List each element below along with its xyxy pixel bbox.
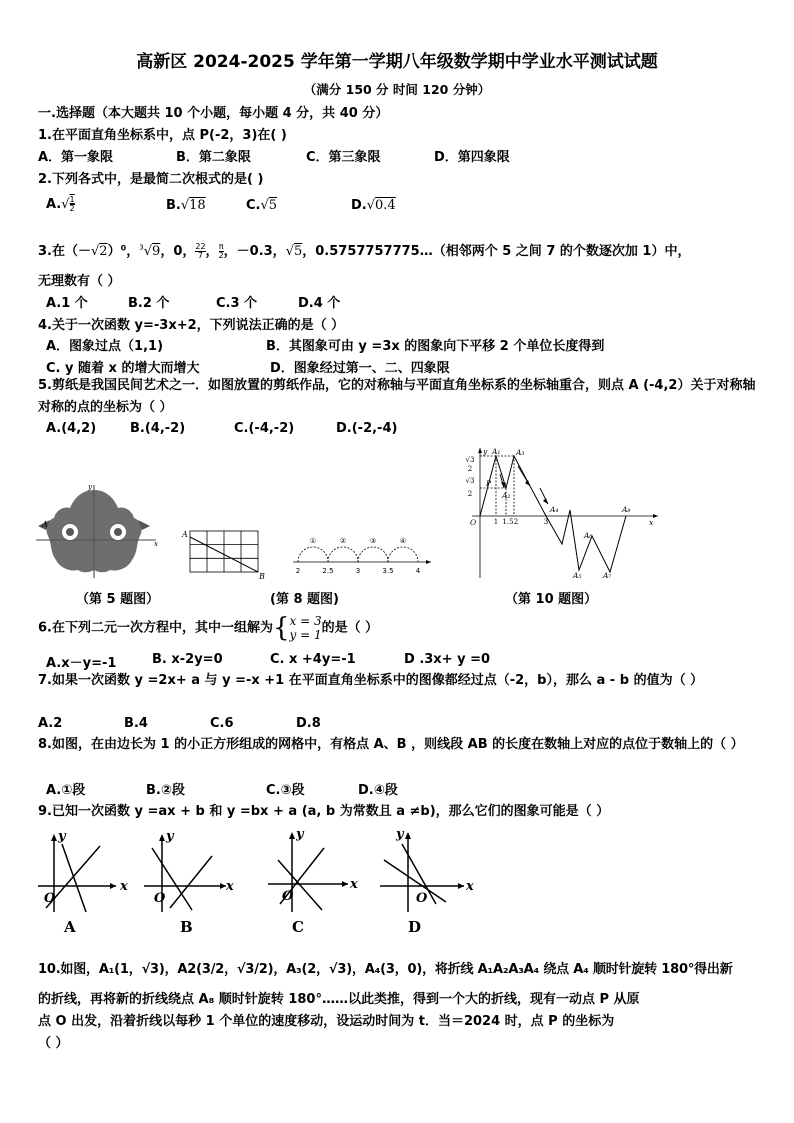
segment-3-label: ③ (369, 537, 377, 545)
figure-5-point-a: A (42, 520, 48, 529)
tick-label: 2 (295, 567, 301, 575)
tick-label: 2.5 (322, 567, 334, 575)
y-tick-label: √3 (465, 456, 475, 464)
q3-cube-index: 3 (139, 243, 144, 252)
question-3-line2: 无理数有（ ） (38, 274, 121, 289)
axis-x-label: x (120, 879, 128, 894)
q3-option-d[interactable]: D.4 个 (298, 296, 341, 311)
question-4: 4.关于一次函数 y=-3x+2，下列说法正确的是（ ） (38, 318, 345, 333)
q4-option-a[interactable]: A．图象过点（1,1) (46, 339, 164, 354)
axis-x-label: x (466, 879, 474, 894)
tick-label: 3 (543, 518, 549, 526)
question-5: 5.剪纸是我国民间艺术之一．如图放置的剪纸作品，它的对称轴与平面直角坐标系的坐标轴重合，则点 A (-4,2）关于对称轴对称的点的坐标为（ ） (38, 378, 756, 415)
q5-option-d[interactable]: D.(-2,-4) (336, 421, 398, 436)
q5-option-b[interactable]: B.(4,-2) (130, 421, 186, 436)
q9-caption-b: B (180, 918, 193, 936)
page-subtitle: （满分 150 分 时间 120 分钟） (303, 82, 491, 97)
q8-option-d[interactable]: D.④段 (358, 783, 398, 798)
q3-option-b[interactable]: B.2 个 (128, 296, 170, 311)
point-a4: A₄ (550, 505, 559, 514)
q8-option-a[interactable]: A.①段 (46, 783, 86, 798)
numerator: 22 (195, 242, 206, 251)
question-10-line1: 10.如图，A₁(1，√3)，A2(3/2，√3/2)，A₃(2，√3)，A₄(3，0)，将折线 A₁A₂A₃A₄ 绕点 A₄ 顺时针旋转 180°得出新 (38, 962, 733, 977)
axis-y-label: y (58, 829, 66, 844)
point-a1: A₁ (492, 447, 501, 456)
segment-4-label: ④ (399, 537, 407, 545)
q5-option-c[interactable]: C.(-4,-2) (234, 421, 295, 436)
q6-option-c[interactable]: C. x +4y=-1 (270, 652, 356, 667)
figure-10-origin: O (470, 518, 477, 527)
denominator: 2 (69, 204, 75, 213)
axis-y-label: y (166, 829, 174, 844)
figure-10 (452, 446, 662, 581)
q3-radicand-2: 2 (99, 244, 108, 259)
equation-y: y = 1 (289, 628, 322, 642)
point-a5: A₅ (573, 571, 582, 580)
q4-option-c[interactable]: C. y 随着 x 的增大而增大 (46, 361, 200, 376)
question-6: 6.在下列二元一次方程中，其中一组解为{ x = 3 y = 1 的是（ ） (38, 613, 379, 643)
figure-5-caption: （第 5 题图） (76, 592, 160, 607)
tick-label: 2 (513, 518, 519, 526)
question-9: 9.已知一次函数 y =ax + b 和 y =bx + a (a, b 为常数且 a ≠b)，那么它们的图象可能是（ ） (38, 804, 610, 819)
axis-x-label: x (350, 877, 358, 892)
question-7: 7.如果一次函数 y =2x+ a 与 y =-x +1 在平面直角坐标系中的图像都经过点（-2，b），那么 a - b 的值为（ ） (38, 673, 704, 688)
q2-radicand-b: 18 (189, 198, 206, 213)
q3-text-e: ，0.5757757775…（相邻两个 5 之间 7 的个数逐次加 1）中， (302, 244, 691, 259)
q6-text-b: 的是（ ） (321, 620, 379, 636)
point-a8: A₈ (622, 505, 631, 514)
tick-label: 1.5 (502, 518, 514, 526)
point-a6: A₆ (584, 531, 593, 540)
numerator: π (218, 242, 224, 251)
figure-5 (34, 480, 162, 580)
q4-option-b[interactable]: B．其图象可由 y =3x 的图象向下平移 2 个单位长度得到 (266, 339, 605, 354)
origin-label: O (154, 891, 166, 906)
segment-1-label: ① (309, 537, 317, 545)
q5-option-a[interactable]: A.(4,2) (46, 421, 97, 436)
point-a3: A₃ (516, 448, 525, 457)
q9-graph-b[interactable] (140, 826, 235, 918)
q6-option-d[interactable]: D .3x+ y =0 (404, 652, 491, 667)
q1-option-a[interactable]: A．第一象限 (38, 150, 114, 165)
q3-radicand-9: 9 (152, 244, 161, 259)
q9-graph-c[interactable] (264, 826, 359, 918)
q3-text-c: ，0， (160, 244, 196, 259)
q3-option-c[interactable]: C.3 个 (216, 296, 258, 311)
tick-label: 3 (355, 567, 361, 575)
y-tick-label: 2 (467, 465, 473, 473)
q3-text-a: 3.在（－ (38, 244, 91, 259)
q2-label-a: A. (46, 197, 62, 212)
q2-option-a[interactable]: A.√ $\frac{1}{2}$ (46, 195, 75, 213)
axis-x-label: x (226, 879, 234, 894)
q2-radicand-c: 5 (268, 198, 278, 213)
q9-graph-a[interactable] (36, 826, 131, 918)
q6-option-b[interactable]: B. x-2y=0 (152, 652, 223, 667)
question-10-line2: 的折线，再将新的折线绕点 A₈ 顺时针旋转 180°……以此类推，得到一个大的折线，现有一动点 P 从原 (38, 992, 640, 1007)
grid-point-a: A (182, 530, 188, 539)
figure-8-number-line (285, 530, 435, 578)
q2-option-d[interactable]: D.√0.4 (351, 198, 396, 213)
y-tick-label: 2 (467, 490, 473, 498)
section-heading: 一.选择题（本大题共 10 个小题，每小题 4 分，共 40 分） (38, 106, 389, 121)
figure-5-y-label: y (88, 483, 92, 491)
equation-system (290, 614, 322, 642)
point-p: P (486, 479, 492, 488)
q7-option-a[interactable]: A.2 (38, 716, 63, 731)
q3-text-b: ）⁰， (107, 244, 140, 259)
q7-option-d[interactable]: D.8 (296, 716, 321, 731)
equation-x: x = 3 (289, 614, 322, 628)
q4-option-d[interactable]: D．图象经过第一、二、四象限 (270, 361, 450, 376)
q7-option-c[interactable]: C.6 (210, 716, 234, 731)
question-10-line4: （ ） (38, 1036, 69, 1051)
figure-10-caption: （第 10 题图） (505, 592, 598, 607)
figure-5-x-label: x (154, 540, 158, 548)
point-a2: A₂ (502, 491, 511, 500)
figure-8-caption: (第 8 题图) (270, 592, 339, 607)
q1-option-c[interactable]: C．第三象限 (306, 150, 381, 165)
tick-label: 4 (415, 567, 421, 575)
page-title: 高新区 2024-2025 学年第一学期八年级数学期中学业水平测试试题 (136, 52, 658, 72)
q2-label-d: D. (351, 198, 367, 213)
segment-2-label: ② (339, 537, 347, 545)
q3-text-d: ，－0.3， (223, 244, 286, 259)
q6-text-a: 6.在下列二元一次方程中，其中一组解为 (38, 620, 273, 636)
figure-8-grid (180, 525, 270, 580)
q9-caption-c: C (292, 918, 304, 936)
point-a7: A₇ (603, 571, 612, 580)
q8-option-b[interactable]: B.②段 (146, 783, 185, 798)
q3-radicand-5: 5 (293, 244, 303, 259)
grid-point-b: B (259, 572, 265, 580)
numerator: 1 (69, 195, 75, 204)
denominator: 2 (218, 251, 224, 260)
origin-label: O (282, 889, 294, 904)
q3-fraction-1 (195, 243, 205, 260)
question-8: 8.如图，在由边长为 1 的小正方形组成的网格中，有格点 A、B ，则线段 AB 的长度在数轴上对应的点位于数轴上的（ ） (38, 737, 744, 752)
q9-caption-a: A (64, 918, 76, 936)
q8-option-c[interactable]: C.③段 (266, 783, 305, 798)
figure-10-y-label: y (483, 447, 488, 456)
question-10-line3: 点 O 出发，沿着折线以每秒 1 个单位的速度移动，设运动时间为 t．当＝2024 时，点 P 的坐标为 (38, 1014, 615, 1029)
q3-option-a[interactable]: A.1 个 (46, 296, 88, 311)
tick-label: 1 (493, 518, 499, 526)
q1-option-d[interactable]: D．第四象限 (434, 150, 510, 165)
question-3-line1: 3.在（－√2）⁰，$^3$√9，0， $\frac{22}{7}$ ， $\frac{\pi}{2}$ ，－0.3，√5，0.5757757775…（相邻两个 5 之间 7 的个数逐次加 1）中， (38, 242, 691, 260)
q2-fraction-a (70, 196, 75, 213)
q2-label-c: C. (246, 198, 261, 213)
tick-label: 3.5 (382, 567, 394, 575)
q9-graph-d[interactable] (376, 826, 476, 918)
origin-label: O (416, 891, 428, 906)
q2-option-c[interactable]: C.√5 (246, 198, 278, 213)
figure-10-x-label: x (649, 518, 654, 527)
origin-label: O (44, 891, 56, 906)
question-1: 1.在平面直角坐标系中，点 P(-2，3)在( ) (38, 128, 287, 143)
q6-option-a[interactable]: A.x－y=-1 (46, 656, 117, 671)
q9-caption-d: D (408, 918, 422, 936)
paper-cut-dragons (38, 490, 150, 572)
q2-radicand-d: 0.4 (375, 198, 396, 213)
axis-y-label: y (396, 827, 404, 842)
q1-option-b[interactable]: B．第二象限 (176, 150, 251, 165)
y-tick-label: √3 (465, 477, 475, 485)
denominator: 7 (197, 251, 203, 260)
question-2: 2.下列各式中，是最简二次根式的是( ) (38, 172, 264, 187)
q2-label-b: B. (166, 198, 181, 213)
q2-option-b[interactable]: B.√18 (166, 198, 206, 213)
q7-option-b[interactable]: B.4 (124, 716, 148, 731)
axis-y-label: y (296, 827, 304, 842)
